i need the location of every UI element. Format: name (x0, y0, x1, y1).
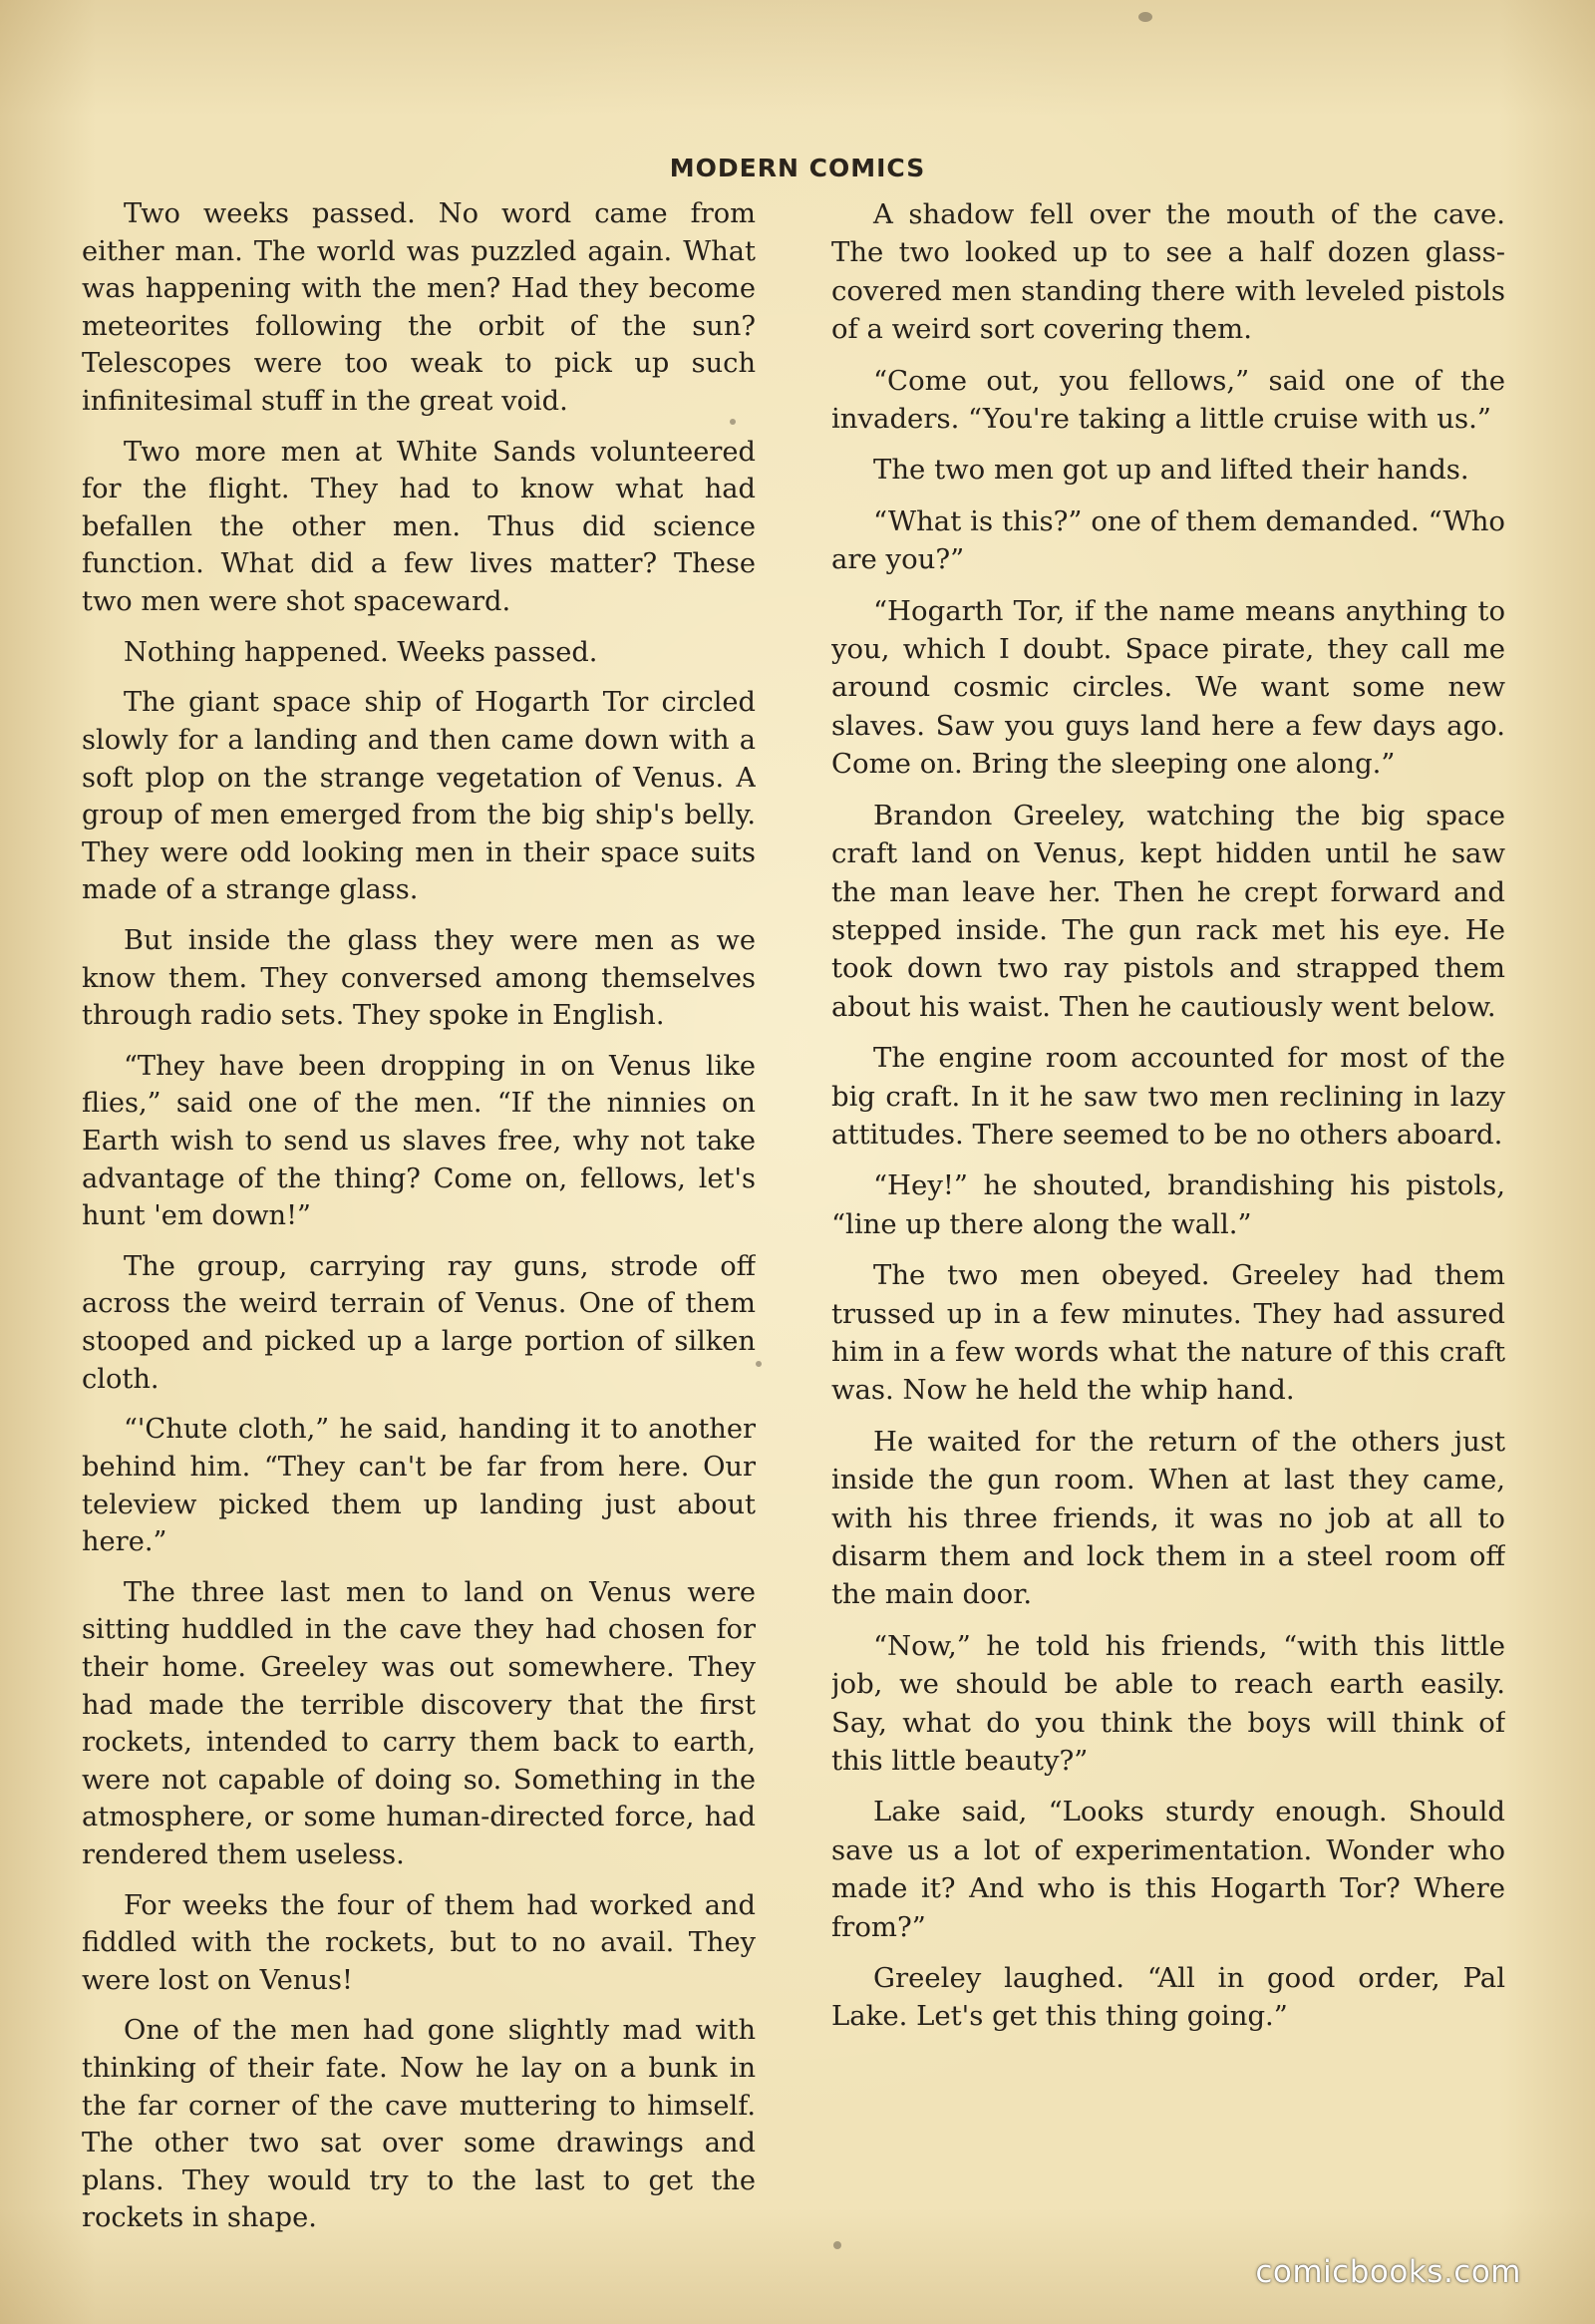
paragraph: “Now,” he told his friends, “with this little job, we should be able to reach earth easily. Say, what do you think the boys will think of this little beauty?” (831, 1629, 1505, 1778)
right-column (831, 195, 1505, 2259)
paragraph: But inside the glass they were men as we know them. They conversed among themselves through radio sets. They spoke in English. (82, 924, 756, 1032)
paragraph: Brandon Greeley, watching the big space craft land on Venus, kept hidden until he saw the man leave her. Then he crept forward and stepped inside. The gun rack met his eye. He took down two ray pistols and strapped them about his waist. Then he cautiously went below. (831, 799, 1505, 1023)
paragraph: Greeley laughed. “All in good order, Pal Lake. Let's get this thing going.” (831, 1962, 1505, 2033)
paragraph: The engine room accounted for most of the big craft. In it he saw two men reclining in lazy attitudes. There seemed to be no others aboard. (831, 1042, 1505, 1151)
paragraph: For weeks the four of them had worked and fiddled with the rockets, but to no avail. They were lost on Venus! (82, 1889, 756, 1996)
paragraph: “What is this?” one of them demanded. “Who are you?” (831, 504, 1505, 576)
paragraph: “'Chute cloth,” he said, handing it to another behind him. “They can't be far from here. Our teleview picked them up landing just about here.” (82, 1414, 756, 1558)
paper-speck (730, 419, 736, 425)
paper-speck (833, 2241, 841, 2249)
paragraph: The three last men to land on Venus were sitting huddled in the cave they had chosen for their home. Greeley was out somewhere. They had made the terrible discovery that the first rockets, intended to carry them back to earth, were not capable of doing so. Something in the atmosphere, or some human-directed force, had rendered them useless. (82, 1576, 756, 1870)
paragraph: “Hey!” he shouted, brandishing his pistols, “line up there along the wall.” (831, 1169, 1505, 1240)
paragraph: “Come out, you fellows,” said one of the invaders. “You're taking a little cruise with us.” (831, 364, 1505, 436)
paper-speck (756, 1361, 762, 1367)
paragraph: “They have been dropping in on Venus like flies,” said one of the men. “If the ninnies on Earth wish to send us slaves free, why not take advantage of the thing? Come on, fellows, let's hunt 'em down!” (82, 1050, 756, 1232)
paragraph: A shadow fell over the mouth of the cave. The two looked up to see a half dozen glass-covered men standing there with leveled pistols of a weird sort covering them. (831, 198, 1505, 346)
paragraph: “Hogarth Tor, if the name means anything to you, which I doubt. Space pirate, they call me around cosmic circles. We want some new slaves. Saw you guys land here a few days ago. Come on. Bring the sleeping one along.” (831, 594, 1505, 781)
paragraph: Nothing happened. Weeks passed. (124, 636, 598, 668)
paragraph: He waited for the return of the others just inside the gun room. When at last they came, with his three friends, it was no job at all to disarm them and lock them in a steel room off the main door. (831, 1425, 1505, 1611)
paper-speck (1138, 12, 1152, 22)
paragraph: One of the men had gone slightly mad with thinking of their fate. Now he lay on a bunk in the far corner of the cave muttering to himself. The other two sat over some drawings and plans. They would try to the last to get the rockets in shape. (82, 2015, 756, 2234)
paragraph: The two men obeyed. Greeley had them trussed up in a few minutes. They had assured him in a few words what the nature of this craft was. Now he held the whip hand. (831, 1259, 1505, 1407)
paragraph: Two more men at White Sands volunteered for the flight. They had to know what had befallen the other men. Thus did science function. What did a few lives matter? These two men were shot spaceward. (82, 436, 756, 618)
running-head: MODERN COMICS (669, 154, 926, 182)
site-watermark: comicbooks.com (1255, 2254, 1521, 2290)
paragraph: The two men got up and lifted their hands. (873, 454, 1469, 487)
paragraph: The giant space ship of Hogarth Tor circled slowly for a landing and then came down with a soft plop on the strange vegetation of Venus. A group of men emerged from the big ship's belly. They were odd looking men in their space suits made of a strange glass. (82, 687, 756, 906)
paragraph: Two weeks passed. No word came from either man. The world was puzzled again. What was happening with the men? Had they become meteorites following the orbit of the sun? Telescopes were too weak to pick up such infinitesimal stuff in the great void. (82, 198, 756, 418)
left-column (82, 195, 756, 2259)
paragraph: The group, carrying ray guns, strode off across the weird terrain of Venus. One of them stooped and picked up a large portion of silken cloth. (82, 1250, 756, 1395)
paragraph: Lake said, “Looks sturdy enough. Should save us a lot of experimentation. Wonder who made it? And who is this Hogarth Tor? Where from?” (831, 1796, 1505, 1943)
